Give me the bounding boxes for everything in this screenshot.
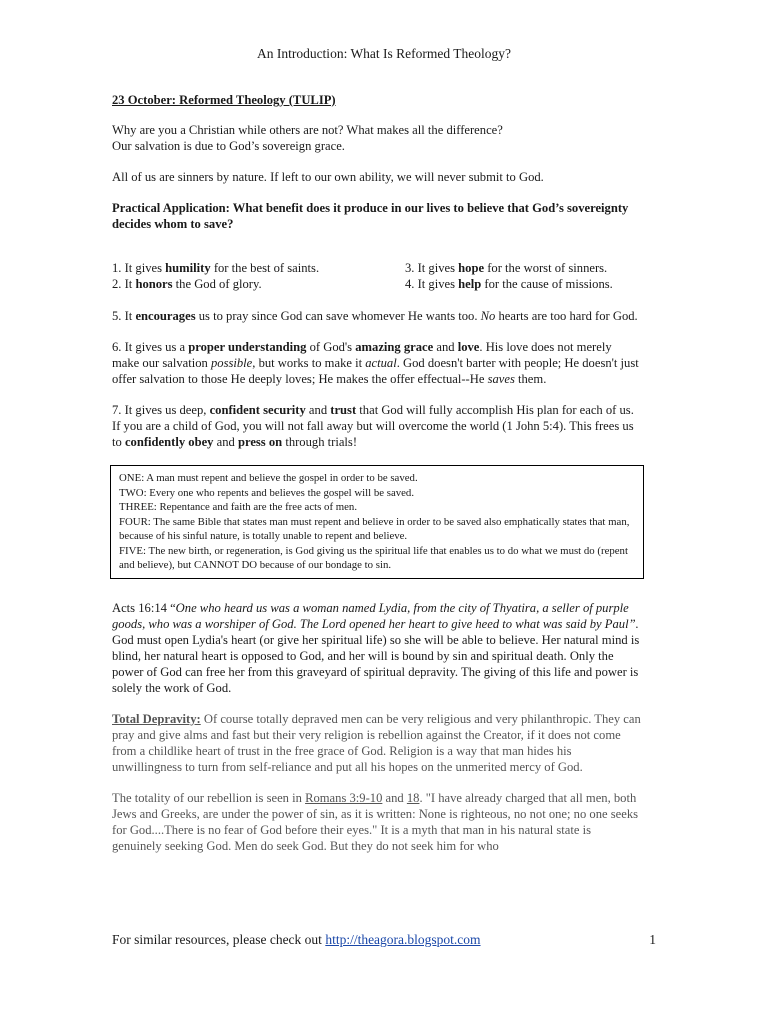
benefit-7: 7. It gives us deep, confident security and trust that God will fully accomplish His plan for each of us. If you are a child of God, you will not fall away but will overcome the world (1 John 5:4). This frees us to confidently obey and press on through trials!	[112, 403, 634, 449]
blog-link[interactable]: http://theagora.blogspot.com	[325, 932, 481, 947]
intro-line-1: Why are you a Christian while others are not? What makes all the difference?	[112, 123, 503, 137]
statement-four: FOUR: The same Bible that states man must repent and believe in order to be saved also emphatically states that man, because of his sinful nature, is totally unable to repent and believe.	[119, 515, 630, 542]
statement-three: THREE: Repentance and faith are the free acts of men.	[119, 501, 358, 513]
page-header: An Introduction: What Is Reformed Theology?	[256, 46, 512, 61]
statement-five: FIVE: The new birth, or regeneration, is God giving us the spiritual life that enables us to do what we must do (repent and believe), but CANNOT DO because of our bondage to sin.	[119, 544, 628, 571]
benefit-5: 5. It encourages us to pray since God can save whomever He wants too. No hearts are too hard for God.	[112, 309, 638, 323]
page-number: 1	[649, 932, 656, 947]
depravity-paragraph: Total Depravity: Of course totally depraved men can be very religious and very philanthropic. They can pray and give alms and fast but their very religion is rebellion against the Creator, if it does not come from a childlike heart of trust in the free grace of God. Religion is a way that man hides his unwillingness to turn from self-reliance and put all his hopes on the unmerited mercy of God.	[112, 711, 641, 774]
page-content	[112, 92, 642, 869]
benefit-6: 6. It gives us a proper understanding of God's amazing grace and love. His love does not merely make our salvation possible, but works to make it actual. God doesn't barter with people; He doesn't just offer salvation to those He deeply loves; He makes the offer effectual--He saves them.	[112, 340, 639, 386]
acts-paragraph: Acts 16:14 “One who heard us was a woman named Lydia, from the city of Thyatira, a seller of purple goods, who was a worshiper of God. The Lord opened her heart to give heed to what was said by Paul”. God must open Lydia's heart (or give her spiritual life) so she will be able to believe. Her natural mind is blind, her natural heart is opposed to God, and her will is bound by sin and spiritual death. Only the power of God can free her from this graveyard of spiritual depravity. The giving of this life and power is solely the work of God.	[112, 600, 640, 695]
statements-box	[110, 465, 644, 579]
romans-reference-link[interactable]: Romans 3:9-10	[305, 790, 383, 805]
benefit-2: 2. It honors the God of glory.	[112, 277, 262, 291]
page-footer	[112, 932, 656, 948]
benefits-list	[112, 260, 642, 292]
benefit-3: 3. It gives hope for the worst of sinners.	[405, 261, 608, 275]
benefit-1: 1. It gives humility for the best of saints.	[112, 261, 320, 275]
depravity-heading: Total Depravity:	[112, 711, 201, 726]
footer-text: For similar resources, please check out	[112, 932, 326, 947]
verse-18-link[interactable]: 18	[406, 790, 420, 805]
practical-application: Practical Application: What benefit does it produce in our lives to believe that God’s sovereignty decides whom to save?	[112, 201, 629, 231]
rebellion-paragraph: The totality of our rebellion is seen in Romans 3:9-10 and 18. "I have already charged that all men, both Jews and Greeks, are under the power of sin, as it is written: None is righteous, no not one; no one seeks for God....There is no fear of God before their eyes." It is a myth that man in his natural state is genuinely seeking God. Men do seek God. But they do not seek him for who	[112, 790, 639, 853]
benefit-4: 4. It gives help for the cause of missions.	[405, 277, 613, 291]
intro-line-2: Our salvation is due to God’s sovereign grace.	[112, 139, 345, 153]
sinners-paragraph: All of us are sinners by nature. If left to our own ability, we will never submit to God.	[112, 170, 544, 184]
section-title: 23 October: Reformed Theology (TULIP)	[112, 93, 336, 107]
statement-two: TWO: Every one who repents and believes the gospel will be saved.	[119, 486, 415, 499]
intro-paragraph	[112, 122, 642, 154]
statement-one: ONE: A man must repent and believe the gospel in order to be saved.	[119, 472, 418, 484]
